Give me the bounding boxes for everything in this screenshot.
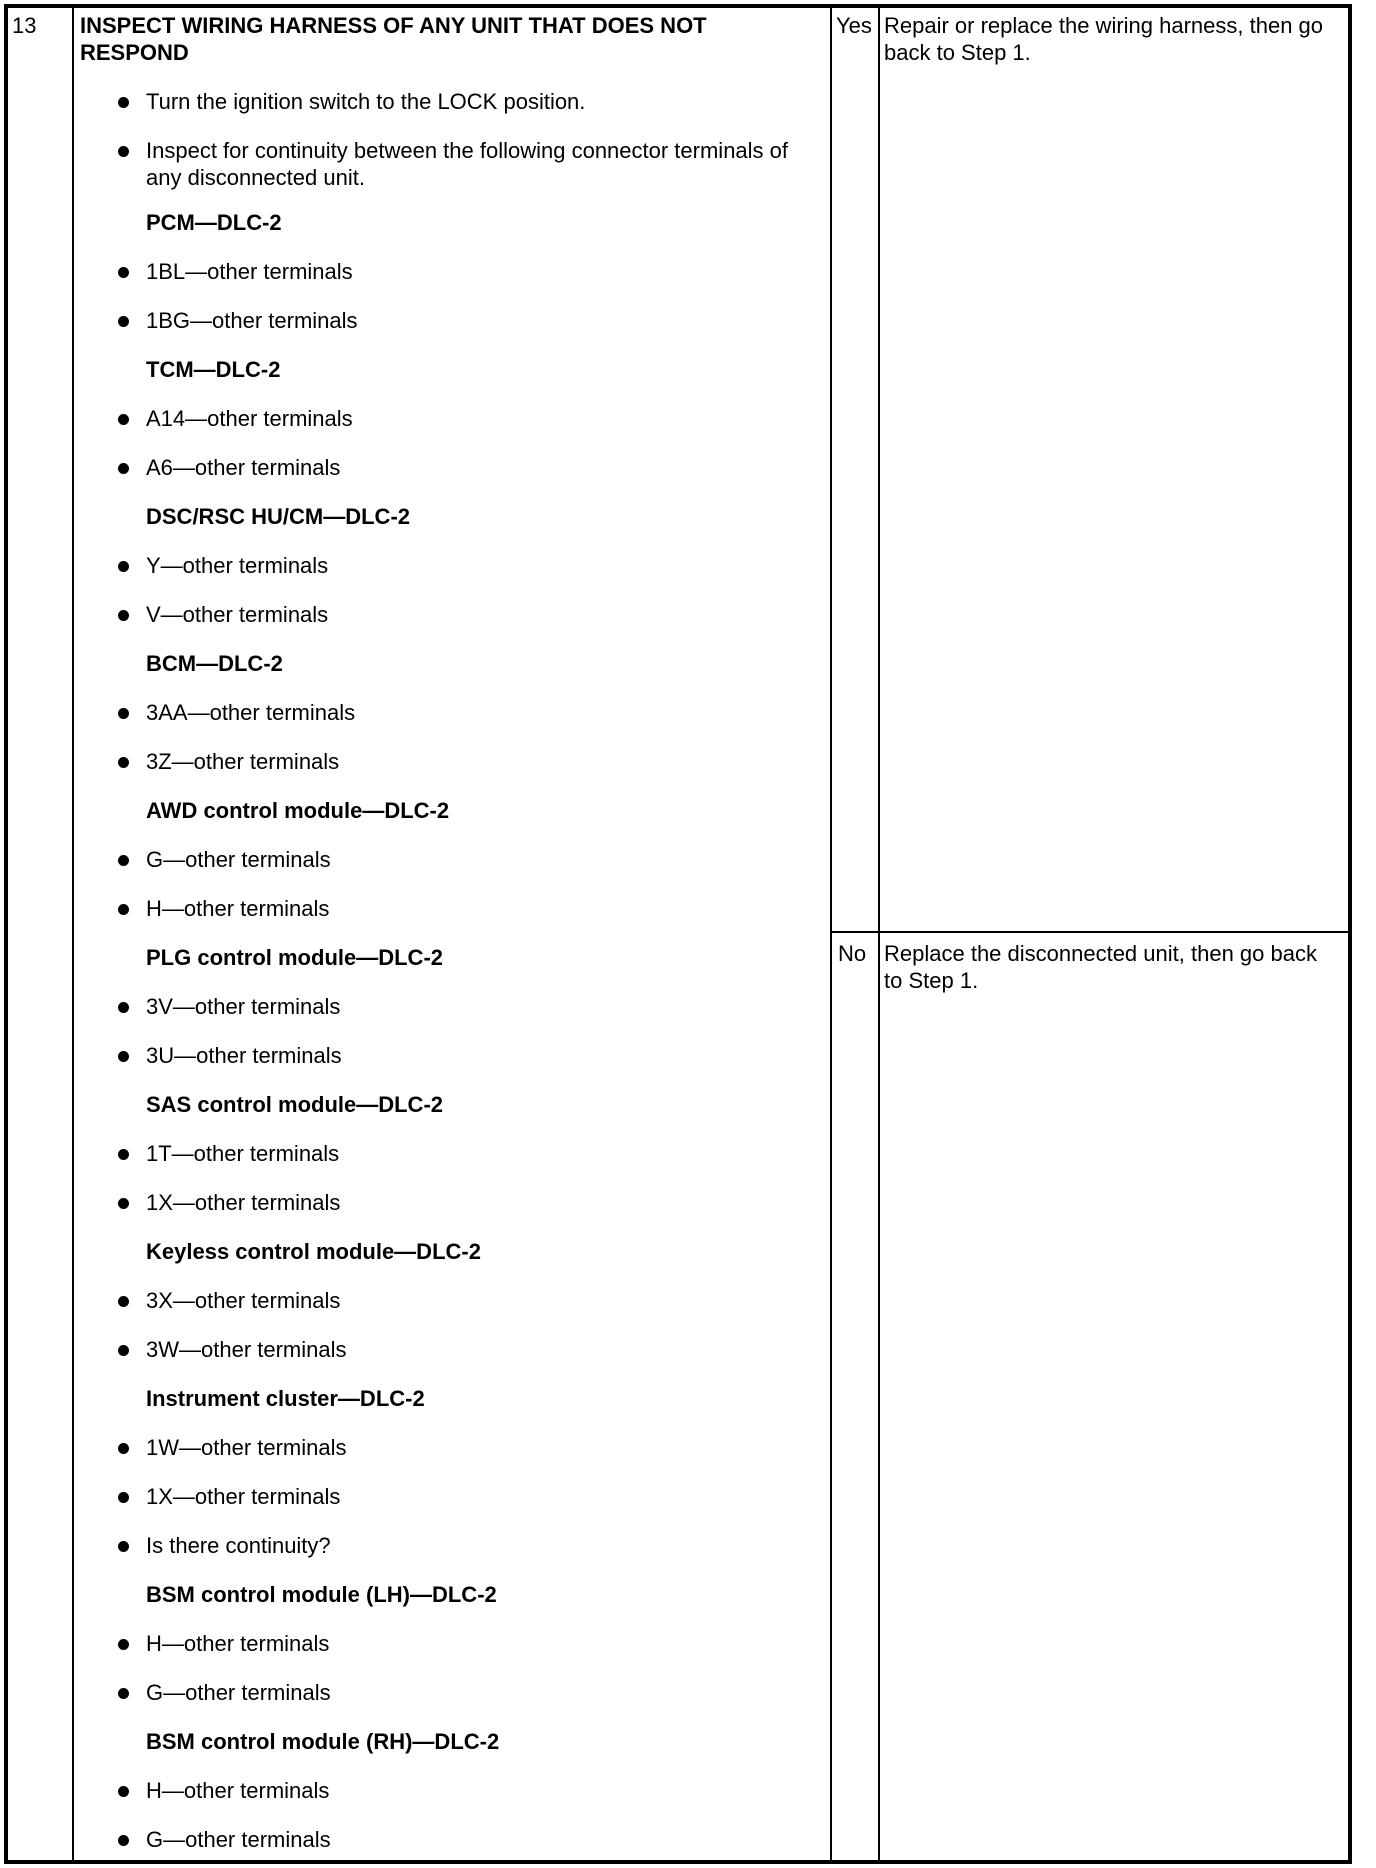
bullet-icon [118, 708, 129, 719]
connector-heading: TCM—DLC-2 [146, 357, 281, 382]
bullet-icon [118, 904, 129, 915]
result-no-label: No [838, 941, 867, 966]
instruction-bullet-text: G—other terminals [146, 1827, 331, 1852]
bullet-icon [118, 757, 129, 768]
result-no-action-line-2: to Step 1. [884, 968, 979, 993]
instruction-bullet-text: 1X—other terminals [146, 1190, 341, 1215]
bullet-icon [118, 97, 129, 108]
result-no-action-line-1: Replace the disconnected unit, then go back [884, 941, 1317, 966]
instruction-bullet-text: H—other terminals [146, 896, 330, 921]
bullet-icon [118, 610, 129, 621]
row-divider-yes-no [830, 931, 1350, 933]
instruction-bullet-text: H—other terminals [146, 1631, 330, 1656]
bullet-icon [118, 267, 129, 278]
instruction-bullet-text: Y—other terminals [146, 553, 329, 578]
instruction-bullet-text: 3V—other terminals [146, 994, 341, 1019]
connector-heading: Instrument cluster—DLC-2 [146, 1386, 425, 1411]
bullet-icon [118, 1002, 129, 1013]
bullet-icon [118, 1051, 129, 1062]
bullet-icon [118, 1835, 129, 1846]
connector-heading: DSC/RSC HU/CM—DLC-2 [146, 504, 410, 529]
step-title-line-1: INSPECT WIRING HARNESS OF ANY UNIT THAT DOES NOT [80, 13, 707, 38]
step-number: 13 [12, 13, 37, 38]
instruction-bullet-text: 3X—other terminals [146, 1288, 341, 1313]
bullet-icon [118, 855, 129, 866]
instruction-bullet-text: 3AA—other terminals [146, 700, 356, 725]
table-border-top [4, 4, 1352, 8]
connector-heading: PLG control module—DLC-2 [146, 945, 443, 970]
instruction-bullet-text: 1T—other terminals [146, 1141, 340, 1166]
instruction-bullet-text: A6—other terminals [146, 455, 341, 480]
column-divider-action [878, 4, 880, 1864]
bullet-icon [118, 414, 129, 425]
column-divider-result [830, 4, 832, 1864]
table-border-right [1348, 4, 1352, 1864]
instruction-bullet-text: 1BL—other terminals [146, 259, 353, 284]
instruction-bullet-text: A14—other terminals [146, 406, 353, 431]
bullet-icon [118, 1296, 129, 1307]
connector-heading: PCM—DLC-2 [146, 210, 282, 235]
connector-heading: BCM—DLC-2 [146, 651, 283, 676]
connector-heading: AWD control module—DLC-2 [146, 798, 450, 823]
instruction-bullet-text: 1X—other terminals [146, 1484, 341, 1509]
instruction-bullet-text: Inspect for continuity between the following connector terminals of [146, 138, 789, 163]
bullet-icon [118, 1149, 129, 1160]
instruction-bullet-text: any disconnected unit. [146, 165, 365, 190]
bullet-icon [118, 146, 129, 157]
instruction-bullet-text: Is there continuity? [146, 1533, 331, 1558]
instruction-bullet-text: G—other terminals [146, 847, 331, 872]
bullet-icon [118, 1492, 129, 1503]
table-border-left [4, 4, 8, 1864]
instruction-bullet-text: 3W—other terminals [146, 1337, 347, 1362]
instruction-bullet-text: 3U—other terminals [146, 1043, 342, 1068]
connector-heading: SAS control module—DLC-2 [146, 1092, 444, 1117]
table-border-bottom [4, 1860, 1352, 1864]
connector-heading: BSM control module (LH)—DLC-2 [146, 1582, 497, 1607]
result-yes-label: Yes [836, 13, 872, 38]
instruction-bullet-text: H—other terminals [146, 1778, 330, 1803]
bullet-icon [118, 1639, 129, 1650]
instruction-bullet-text: 1BG—other terminals [146, 308, 358, 333]
bullet-icon [118, 463, 129, 474]
step-title-line-2: RESPOND [80, 40, 189, 65]
connector-heading: BSM control module (RH)—DLC-2 [146, 1729, 500, 1754]
instruction-bullet-text: Turn the ignition switch to the LOCK position. [146, 89, 586, 114]
bullet-icon [118, 561, 129, 572]
instruction-bullet-text: 3Z—other terminals [146, 749, 340, 774]
bullet-icon [118, 1688, 129, 1699]
bullet-icon [118, 1541, 129, 1552]
instruction-bullet-text: 1W—other terminals [146, 1435, 347, 1460]
bullet-icon [118, 316, 129, 327]
instruction-bullet-text: G—other terminals [146, 1680, 331, 1705]
bullet-icon [118, 1198, 129, 1209]
instruction-bullet-text: V—other terminals [146, 602, 329, 627]
connector-heading: Keyless control module—DLC-2 [146, 1239, 481, 1264]
bullet-icon [118, 1345, 129, 1356]
bullet-icon [118, 1443, 129, 1454]
result-yes-action-line-2: back to Step 1. [884, 40, 1031, 65]
column-divider-step [72, 4, 74, 1864]
bullet-icon [118, 1786, 129, 1797]
result-yes-action-line-1: Repair or replace the wiring harness, then go [884, 13, 1324, 38]
